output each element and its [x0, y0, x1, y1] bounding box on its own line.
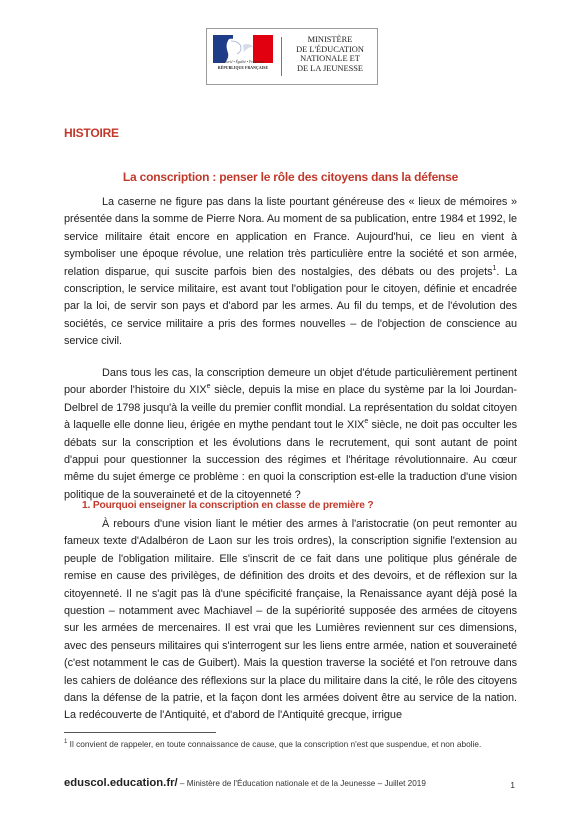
- page-title: La conscription : penser le rôle des citoyens dans la défense: [122, 170, 459, 184]
- paragraph-intro: [64, 194, 517, 351]
- footnote-divider: [64, 732, 216, 733]
- footer-site-link[interactable]: eduscol.education.fr/: [64, 777, 178, 789]
- paragraph-why-teach: À rebours d'une vision liant le métier des armes à l'aristocratie (on peut remonter au fameux texte d'Adalbéron de Laon sur les trois ordres), la conscription signifie l'extension au peuple de l'obligation militaire. Elle s'inscrit de ce fait dans une politique plus générale de remise en cause des privilèges, de définition des droits et des devoirs, et de réflexion sur la citoyenneté. Il ne s'agit pas là d'une spécificité française, la Renaissance ayant déjà posé la question – notamment avec Machiavel – de la supériorité supposée des armées de citoyens sur les armées de mercenaires. Il est vrai que les Lumières reviennent sur ces dimensions, avec des penseurs militaires qui s'interrogent sur les liens entre armée, nation et souveraineté (c'est notamment le cas de Guibert). Mais la question traverse la société et l'on retrouve dans les cahiers de doléance des réflexions sur la place du militaire dans la cité, le rôle des citoyens dans la défense de la patrie, et la façon dont les armées doivent être au service de la nation. La redécouverte de l'Antiquité, et d'abord de l'Antiquité grecque, irrigue: [64, 518, 517, 722]
- page-number: 1: [510, 780, 515, 790]
- footnote-reference[interactable]: 1: [492, 264, 497, 272]
- ministry-line: NATIONALE ET: [300, 54, 360, 64]
- logo-divider: [281, 37, 282, 76]
- ministry-line: DE L'ÉDUCATION: [296, 44, 364, 54]
- paragraph-text: . La conscription, le service militaire, est avant tout l'obligation pour le citoyen, définie et encadrée par la loi, de servir son pays et d'abord par les armes. Au fil du temps, et de l'évolution des sociétés, ce service militaire a pris des formes nouvelles – de l'objection de conscience au service civil.: [64, 265, 518, 348]
- section-label: HISTOIRE: [64, 126, 119, 140]
- page-footer: [64, 777, 519, 789]
- paragraph-text: siècle, ne doit pas occulter les débats sur la conscription et les évolutions dans le recrutement, qui sont autant de point d'appui pour questionner la succession des régimes et l'héritage révolutionnaire. Au cœur même du sujet émerge ce problème : en quoi la conscription est-elle la traduction d'une vision politique de la souveraineté et de la citoyenneté ?: [64, 419, 517, 501]
- marianne-logo: [213, 35, 273, 77]
- paragraph-context: [64, 365, 517, 504]
- century-superscript: e: [364, 418, 369, 426]
- footnote: [64, 738, 519, 752]
- ministry-line: DE LA JEUNESSE: [296, 63, 364, 73]
- republique-francaise-label: RÉPUBLIQUE FRANÇAISE: [217, 66, 269, 70]
- paragraph-text: La caserne ne figure pas dans la liste pourtant généreuse des « lieux de mémoires » présentée dans la somme de Pierre Nora. Au moment de sa publication, entre 1984 et 1992, le service militaire était encore en application en France. Aujourd'hui, ce lieu en vient à symboliser une époque révolue, une relation très particulière entre la société et son armée, relation disparue, qui suscite parfois bien des nostalgies, des débats ou des projets: [64, 196, 517, 278]
- ministry-line: MINISTÈRE: [307, 35, 353, 44]
- footer-text: – Ministère de l'Éducation nationale et de la Jeunesse – Juillet 2019: [177, 779, 426, 788]
- footnote-number: 1: [64, 739, 68, 745]
- ministry-logo: [206, 28, 378, 85]
- section-heading-1: 1. Pourquoi enseigner la conscription en classe de première ?: [82, 500, 374, 511]
- paragraph-text: siècle, depuis la mise en place du système par la loi Jourdan-Delbrel de 1798 jusqu'à la veille du premier conflit mondial. La représentation du soldat citoyen à laquelle elle donne lieu, érigée en mythe pendant tout le XIX: [64, 384, 517, 432]
- paragraph-text: Dans tous les cas, la conscription demeure un objet d'étude particulièrement pertinent pour aborder l'histoire du XIX: [64, 367, 517, 397]
- republic-motto: Liberté • Égalité • Fraternité: [222, 60, 264, 64]
- footnote-text: Il convient de rappeler, en toute connaissance de cause, que la conscription n'est que suspendue, et non abolie.: [67, 739, 482, 749]
- ministry-name: [285, 35, 375, 73]
- century-superscript: e: [206, 383, 211, 391]
